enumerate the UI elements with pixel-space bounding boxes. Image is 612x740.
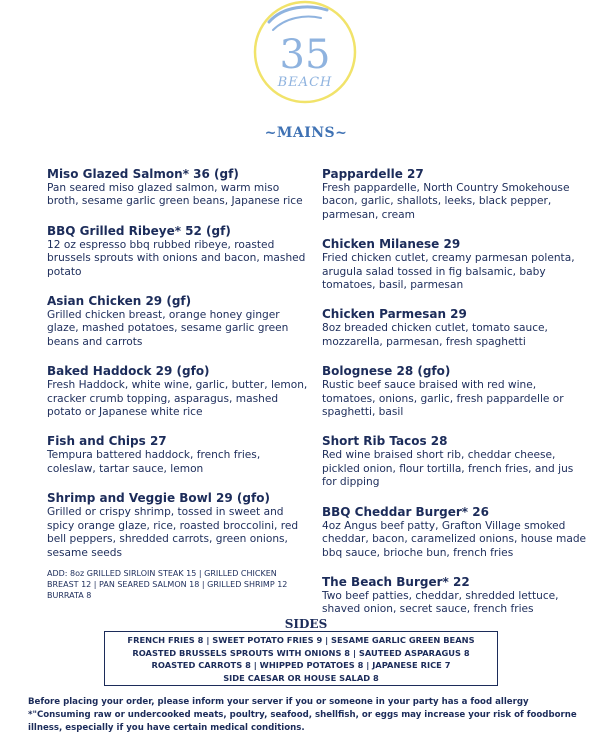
item-description: Grilled or crispy shrimp, tossed in sweet and spicy orange glaze, rice, roasted broccolini, red bell peppers, shredded carrots, green onions, sesame seeds [47, 506, 299, 559]
logo-number: 35 [279, 32, 331, 78]
item-name: BBQ Grilled Ribeye* 52 (gf) [47, 223, 231, 238]
item-description: Fresh Haddock, white wine, garlic, butter, lemon, cracker crumb topping, asparagus, mashed potato or Japanese white rice [47, 379, 308, 419]
mains-left-column [47, 166, 309, 601]
menu-item [322, 504, 590, 560]
item-name: Baked Haddock 29 (gfo) [47, 364, 210, 379]
item-description: 12 oz espresso bbq rubbed ribeye, roasted brussels sprouts with onions and bacon, mashed potato [47, 238, 306, 278]
logo-word: BEACH [277, 75, 333, 90]
item-name: Pappardelle 27 [322, 167, 424, 181]
sides-heading: SIDES [284, 617, 328, 631]
menu-item [322, 236, 590, 292]
item-description: Rustic beef sauce braised with red wine, tomatoes, onions, garlic, fresh pappardelle or spaghetti, basil [322, 379, 564, 419]
item-description: 4oz Angus beef patty, Grafton Village smoked cheddar, bacon, caramelized onions, house made bbq sauce, brioche bun, french fries [322, 519, 587, 559]
menu-item [47, 293, 309, 349]
item-name: Shrimp and Veggie Bowl 29 (gfo) [47, 491, 270, 506]
menu-item [322, 574, 590, 617]
item-description: Grilled chicken breast, orange honey ginger glaze, mashed potatoes, sesame garlic green beans and carrots [47, 309, 289, 348]
sides-line: ROASTED CARROTS 8 | WHIPPED POTATOES 8 | JAPANESE RICE 7 [151, 660, 451, 671]
menu-item [322, 166, 590, 222]
allergy-disclaimer: Before placing your order, please inform your server if you or someone in your party has a food allergy *"Consuming raw or undercooked meats, poultry, seafood, shellfish, or eggs may increase your risk of foodborne illness, especially if you have certain medical conditions. [28, 697, 577, 733]
item-description: Fried chicken cutlet, creamy parmesan polenta, arugula salad tossed in fig balsamic, baby tomatoes, basil, parmesan [322, 252, 575, 292]
item-name: Short Rib Tacos 28 [322, 434, 448, 449]
item-description: Pan seared miso glazed salmon, warm miso broth, sesame garlic green beans, Japanese rice [47, 182, 303, 208]
item-name: BBQ Cheddar Burger* 26 [322, 504, 489, 519]
item-name: Bolognese 28 (gfo) [322, 364, 451, 379]
item-description: Two beef patties, cheddar, shredded lettuce, shaved onion, secret sauce, french fries [322, 589, 559, 616]
item-name: Fish and Chips 27 [47, 434, 167, 449]
menu-item [47, 363, 309, 419]
35-beach-logo [249, 0, 361, 106]
item-description: Red wine braised short rib, cheddar cheese, pickled onion, flour tortilla, french fries, and jus for dipping [322, 449, 574, 489]
item-name: Chicken Milanese 29 [322, 237, 461, 252]
add-ons-note: ADD: 8oz GRILLED SIRLOIN STEAK 15 | GRILLED CHICKEN BREAST 12 | PAN SEARED SALMON 18 | GRILLED SHRIMP 12 BURRATA 8 [47, 568, 288, 600]
mains-heading: ~MAINS~ [264, 125, 348, 141]
menu-item [47, 490, 309, 560]
sides-line: FRENCH FRIES 8 | SWEET POTATO FRIES 9 | SESAME GARLIC GREEN BEANS [127, 635, 475, 645]
mains-right-column [322, 166, 590, 631]
item-name: Asian Chicken 29 (gf) [47, 294, 192, 309]
sides-line: SIDE CAESAR OR HOUSE SALAD 8 [223, 672, 379, 683]
item-name: Chicken Parmesan 29 [322, 307, 467, 322]
menu-item [47, 223, 309, 279]
menu-item [322, 363, 590, 419]
item-description: Fresh pappardelle, North Country Smokehouse bacon, garlic, shallots, leeks, black pepper, parmesan, cream [322, 182, 570, 221]
menu-item [47, 166, 309, 209]
menu-item [322, 306, 590, 349]
menu-item [322, 433, 590, 489]
menu-item [47, 433, 309, 476]
item-description: Tempura battered haddock, french fries, coleslaw, tartar sauce, lemon [47, 449, 261, 475]
sides-line: ROASTED BRUSSELS SPROUTS WITH ONIONS 8 | SAUTEED ASPARAGUS 8 [132, 647, 470, 658]
item-name: The Beach Burger* 22 [322, 574, 470, 589]
sides-box [104, 631, 498, 686]
item-name: Miso Glazed Salmon* 36 (gf) [47, 167, 239, 181]
item-description: 8oz breaded chicken cutlet, tomato sauce, mozzarella, parmesan, fresh spaghetti [322, 322, 548, 348]
